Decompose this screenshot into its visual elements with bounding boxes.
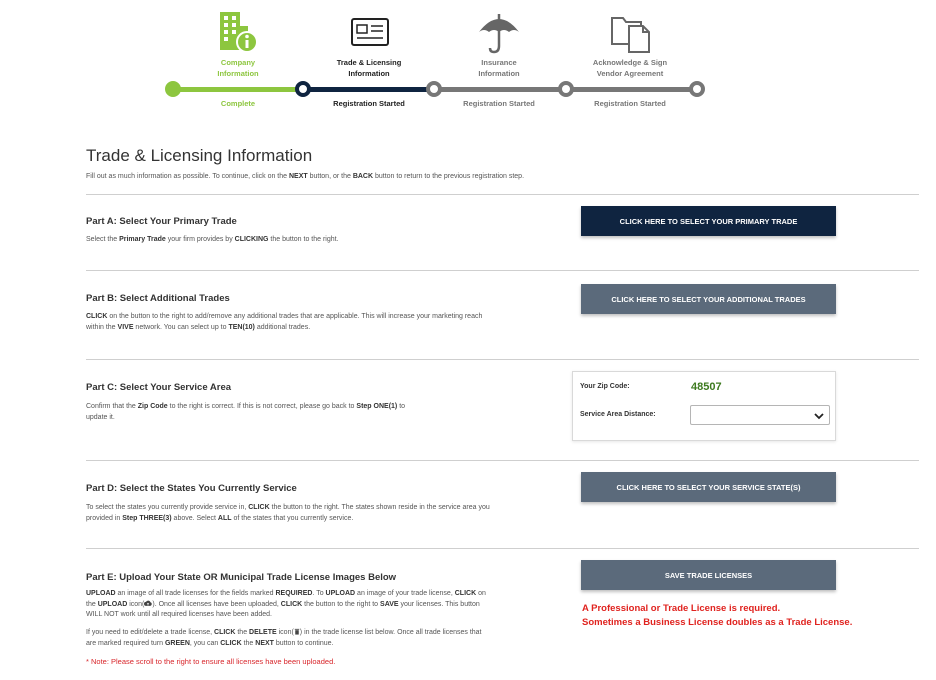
zip-code-label: Your Zip Code:: [580, 383, 630, 390]
part-e-description-1: UPLOAD an image of all trade licenses for the fields marked REQUIRED. To UPLOAD an image of your trade license, CLICK on the UPLOAD icon( ). Once all licenses have been uploaded, CLICK the button to the right to SAVE your licenses. This button WILL NOT work until all required licenses have been added.: [86, 590, 486, 618]
part-e-description-2: If you need to edit/delete a trade license, CLICK the DELETE icon( ) in the trade license list below. Once all trade licenses that are marked required turn GREEN, you can CLICK the NEXT button to continue.: [86, 629, 482, 647]
select-service-states-button[interactable]: CLICK HERE TO SELECT YOUR SERVICE STATE(S): [581, 472, 836, 502]
umbrella-icon: [477, 10, 521, 54]
part-d-title: Part D: Select the States You Currently Service: [86, 483, 297, 494]
track-pending-1: [434, 87, 566, 92]
track-complete: [173, 87, 303, 92]
save-trade-licenses-button[interactable]: SAVE TRADE LICENSES: [581, 560, 836, 590]
service-area-card: [572, 371, 836, 441]
chevron-down-icon: [814, 412, 824, 420]
step-3-title: Insurance Information: [478, 58, 520, 78]
divider: [86, 460, 919, 461]
step-1-status: Complete: [220, 99, 256, 108]
divider: [86, 270, 919, 271]
step-node-3: [426, 81, 442, 97]
step-3-status: Registration Started: [463, 99, 535, 108]
registration-stepper: [0, 0, 936, 115]
page-title: Trade & Licensing Information: [86, 146, 313, 165]
folder-document-icon: [609, 10, 653, 54]
step-2-title: Trade & Licensing Information: [336, 58, 402, 78]
track-pending-2: [566, 87, 697, 92]
step-2-status: Registration Started: [333, 99, 405, 108]
part-a-title: Part A: Select Your Primary Trade: [86, 216, 237, 227]
part-a-description: Select the Primary Trade your firm provides by CLICKING the button to the right.: [86, 236, 339, 243]
id-card-icon: [349, 10, 393, 54]
zip-code-value: 48507: [691, 381, 722, 393]
part-e-title: Part E: Upload Your State OR Municipal Trade License Images Below: [86, 572, 397, 583]
building-info-icon: [216, 10, 260, 54]
step-node-4: [558, 81, 574, 97]
scroll-note: * Note: Please scroll to the right to ensure all licenses have been uploaded.: [86, 657, 336, 666]
step-node-1: [165, 81, 181, 97]
divider: [86, 359, 919, 360]
page-subtitle: Fill out as much information as possible. To continue, click on the NEXT button, or the BACK button to return to the previous registration step.: [86, 173, 525, 180]
select-additional-trades-button[interactable]: CLICK HERE TO SELECT YOUR ADDITIONAL TRADES: [581, 284, 836, 314]
step-1-title: Company Information: [217, 58, 259, 78]
step-4-title: Acknowledge & Sign Vendor Agreement: [592, 58, 668, 78]
part-d-description: To select the states you currently provide service in, CLICK the button to the right. The states shown reside in the service area you provided in Step THREE(3) above. Select ALL of the states that you currently service.: [86, 504, 490, 522]
service-distance-label: Service Area Distance:: [580, 411, 656, 418]
divider: [86, 194, 919, 195]
part-b-description: CLICK on the button to the right to add/remove any additional trades that are applicable. This will increase your marketing reach within the VIVE network. You can select up to TEN(10) additional trades.: [86, 313, 483, 331]
select-primary-trade-button[interactable]: CLICK HERE TO SELECT YOUR PRIMARY TRADE: [581, 206, 836, 236]
step-node-end: [689, 81, 705, 97]
step-node-2: [295, 81, 311, 97]
step-4-status: Registration Started: [594, 99, 666, 108]
part-c-description: Confirm that the Zip Code to the right is correct. If this is not correct, please go back to Step ONE(1) to update it.: [86, 403, 406, 421]
part-c-title: Part C: Select Your Service Area: [86, 382, 232, 393]
track-active: [303, 87, 434, 92]
license-required-note: A Professional or Trade License is required. Sometimes a Business License doubles as a Trade License.: [582, 603, 853, 628]
part-b-title: Part B: Select Additional Trades: [86, 293, 230, 304]
divider: [86, 548, 919, 549]
service-distance-select[interactable]: [690, 405, 830, 425]
